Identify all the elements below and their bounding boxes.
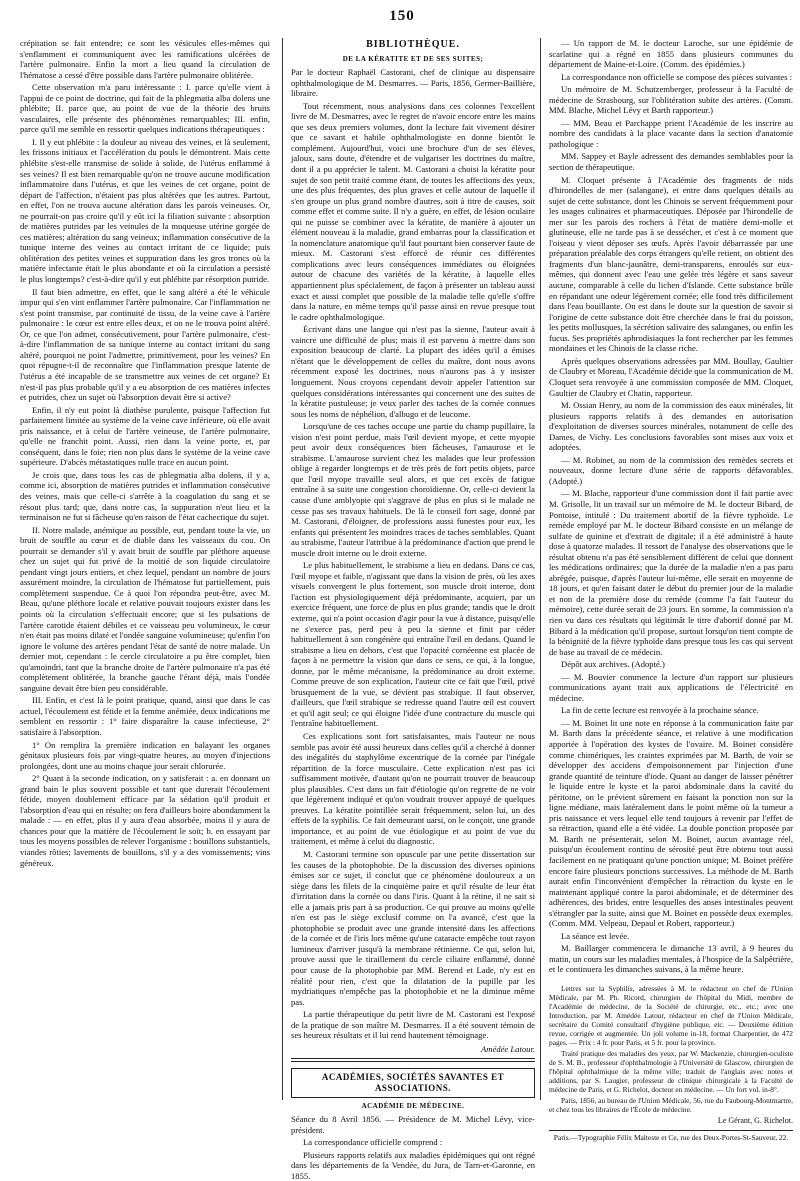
paragraph: Il faut bien admettre, en effet, que le sang altéré a été le véhicule impur qui s'en vint enflammer l'artère pulmonaire. Car l'inflammation ne s'est point transmise, par continuité de tissu, de la veine cave à l'artère pulmonaire : le cœur est entre elles deux, et on ne le trouva point altéré. Or, ce que l'on admet, consécutivement, pour l'artère pulmonaire, c'est-à-dire l'inflammation de sa tunique interne au contact irritant du sang altéré, pourquoi ne point l'admettre, primitivement, pour les veines? En quoi répugne-t-il de reconnaître que l'inflammation presque latente de l'utérus a été incapable de se transmettre aux veines de cet organe? Et n'est-il pas plus probable qu'il y a eu absorption de ces matières infectes et putrides, chez un sujet où l'absorption devait être si active? (20, 286, 270, 403)
paragraph: crépitation se fait entendre; ce sont les vésicules elles-mêmes qui s'enflamment et communiquent avec les ramifications ulcérées de l'artère pulmonaire. Enfin la mort a lieu quand la circulation de l'hématose a cessé d'être possible dans l'artère pulmonaire oblitérée. (20, 38, 270, 80)
correspondence-heading: La correspondance officielle comprend : (303, 1137, 443, 1148)
paragraph: I. Il y eut phlébite : la douleur au niveau des veines, et là seulement, les frissons initiaux et l'accélération du pouls le démontrent. Mais cette phlébite s'est-elle transmise de solide à solide, de l'utérus enflammé à ses veines? Il est bien remarquable qu'on ne trouve aucune modification inflammatoire dans l'utérus, et que les veines de cet organe, point de départ de l'affection, n'étaient pas plus altérées que les autres. Partout, en effet, l'on ne trouva aucune altération dans les parois veineuses. Or, ne pourrait-on pas croire qu'il y eût ici la filiation suivante : absorption de matières putrides par les veinules de la muqueuse utérine gorgée de ces matières; altération du sang veineux; inflammation consécutive de la tunique interne des veines au contact irritant de ce liquide; puis oblitération des petites veines et suppuration dans les gros troncs où la matière infectante était le plus abondante et où la circulation a persisté le plus longtemps? c'est-à-dire qu'il y eut phlébite par résorption putride. (20, 136, 270, 285)
book-notice: Lettres sur la Syphilis, adressées à M. le rédacteur en chef de l'Union Médicale, par M. Ph. Ricord, chirurgien de l'hôpital du Midi, membre de l'Académie de médecine, de la Société de chirurgie, etc., etc.; avec une Introduction, par M. Amédée Latour, rédacteur en chef de l'Union Médicale, secrétaire du Comité consultatif d'hygiène publique, etc. — Deuxième édition revue, corrigée et augmentée. Un joli volume in-18, format Charpentier, de 472 pages. — Prix : 4 fr. pour Paris, et 5 fr. pour la province. (549, 984, 793, 1048)
paragraph: Lorsqu'une de ces taches occupe une partie du champ pupillaire, la vision n'est point perdue, mais l'œil devient myope, et cette myopie peut avoir deux conséquences bien fâcheuses, l'amaurose et le strabisme. L'amaurose survient chez les malades que leur profession oblige à regarder longtemps et de très près de fort petits objets, parce que l'œil myope travaille seul alors, et que cet excès de fatigue entraîne à sa suite une congestion choroïdienne. Or, celle-ci devient la cause d'une amblyopie qui s'aggrave de plus en plus si le malade ne cesse pas ses travaux habituels. De là le conseil fort sage, donné par M. Castorani, d'éloigner, de professions aussi funestes pour eux, les enfants qui présentent les moindres traces de taches semblables. Quant au strabisme, l'auteur l'attribue à la prédominance d'action que prend le muscle droit interne ou le droit externe. (291, 421, 535, 558)
paragraph: II. Notre malade, anémique au possible, eut, pendant toute la vie, un bruit de souffle au cœur et de diable dans les vaisseaux du cou. On pourrait se demander s'il y avait bruit de souffle par pléthore aqueuse chez un sujet qui fut privé de la moitié de son liquide circulatoire pendant vingt jours entiers, et chez lequel, pendant un nombre de jours assurément moindre, la circulation de l'hématose fut partiellement, puis complètement suspendue. Ce à quoi l'on répondra peut-être, avec M. Beau, qu'une pléthore locale et relative pouvait toujours exister dans les points où la circulation s'effectuait encore; que si les pulsations de l'artère carotide étaient débiles et ce vaisseau peu volumineux, le cœur n'en était pas moins dilaté et l'ondée sanguine volumineuse; qu'enfin l'on ignore le volume des artères pendant l'état de santé de notre malade. Un dernier mot, cependant : le cercle circulatoire a pu être complet, bien qu'amoindri, tant que la branche droite de l'artère pulmonaire n'a pas été complètement oblitérée, la branche gauche l'étant déjà, mais l'ondée sanguine devait être bien peu considérable. (20, 524, 270, 693)
paragraph: — M. Bouvier commence la lecture d'un rapport sur plusieurs communications ayant trait aux applications de l'électricité en médecine. (549, 671, 793, 703)
paragraph: Cette observation m'a paru intéressante : I. parce qu'elle vient à l'appui de ce point de doctrine, qui fait de la phlegmatia alba dolens une phlébite; II. parce que, au point de vue de la théorie des bruits vasculaires, elle présente des phénomènes remarquables; III. enfin, parce qu'il me semble en ressortir quelques indications thérapeutiques : (20, 82, 270, 135)
paragraph: 1° On remplira la première indication en balayant les organes génitaux plusieurs fois par vingt-quatre heures, au moyen d'injections prolongées, dont une au moins chaque jour serait chlorurée. (20, 739, 270, 771)
separator-rule (641, 979, 701, 980)
paragraph: Dépôt aux archives. (Adopté.) (561, 659, 665, 670)
column-middle (282, 38, 535, 1181)
paragraph: Un mémoire de M. Schutzemberger, professeur à la Faculté de médecine de Strasbourg, sur l'oblitération subite des artères. (Comm. MM. Blache, Michel Lévy et Barth rapporteur.) (549, 84, 793, 116)
paragraph: Ces explications sont fort satisfaisantes, mais l'auteur ne nous semble pas avoir été aussi heureux dans celles qu'il a cherché à donner des inégalités du staphylôme excentrique de la cornée par l'inégale répartition de la force musculaire. Cette explication n'est pas ici suffisamment motivée, d'autant qu'on ne pourrait trouver de beaucoup plus plausibles. C'est dans un fait d'étiologie qu'on regrette de ne voir que légèrement indiqué et qu'on voudrait trouver appuyé de quelques preuves. La kératite pointillée serait fréquemment, selon lui, un des effets de la syphilis. Ce fait demeurant uarsi, on le conçoit, une grande importance, et au point de vue étiologique et au point de vue du traitement, et même à celui du diagnostic. (291, 731, 535, 847)
paragraph: Tout récemment, nous analysions dans ces colonnes l'excellent livre de M. Desmarres, avec le regret de n'avoir encore entre les mains que ses deux premiers volumes, dont la lecture fait vivement désirer que ce savant et habile ophthalmologiste en donne bientôt le complément. Aujourd'hui, voici une brochure d'un de ses élèves, jaloux, sans doute, d'étendre et de vulgariser les doctrines du maître, dont il a pu apprécier le talent. M. Castorani a choisi la kératite pour sujet de son petit traité comme étant, de toutes les affections des yeux, une des plus fréquentes, des plus graves et celle autour de laquelle il s'en groupe un plus grand nombre d'autres, soit à titre de causes, soit comme effet et comme suite. Il n'y a guère, en effet, de lésion oculaire qui ne puisse se combiner avec la kératite, de manière à ajouter un élément nouveau à la maladie, grand embarras pour la classification et la nomenclature anatomique qu'il faut pourtant bien conserver faute de mieux. M. Castorani s'est efforcé de réunir ces différentes complications avec leurs conséquences immédiates ou éloignées autour de chacune des variétés de la kératite, à laquelle elles appartiennent plus spécialement, de façon à présenter un tableau aussi exact et aussi complet que possible de la maladie telle qu'elle s'offre dans la nature, en même temps qu'il passe ainsi en revue presque tout le cadre ophthalmologique. (291, 100, 535, 322)
paragraph: Plusieurs rapports relatifs aux maladies épidémiques qui ont régné dans les départements de la Vendée, du Jura, de Tarn-et-Garonne, en 1855. (291, 1149, 535, 1181)
paragraph: Je crois que, dans tous les cas de phlegmatia alba dolens, il y a, comme ici, absorption de matières putrides et inflammation consécutive des veines, mais que celle-ci s'arrête à la coagulation du sang et se résout plus tard; que, dans notre cas, la suppuration n'eut lieu et la terminaison ne fut si fâcheuse qu'en raison de l'état cachectique du sujet. (20, 469, 270, 523)
paragraph: M. Baillarger commencera le dimanche 13 avril, à 9 heures du matin, un cours sur les maladies mentales, à l'hospice de la Salpêtrière, et le continuera les dimanches suivans, à la même heure. (549, 943, 793, 975)
paragraph: — M. Boinet lit une note en réponse à la communication faite par M. Barth dans la précédente séance, et relative à une modification apportée à l'opération des kystes de l'ovaire. M. Boinet considère comme chimériques, les craintes exprimées par M. Barth, de voir se développer des accidens d'empoisonnement par l'injection d'une grande quantité de teinture d'iode. Quant au danger de laisser pénétrer le liquide entre le kyste et la paroi abdominale dans la cavité du péritoine, on le prévient sûrement en faisant la ponction non sur la ligne médiane, mais latéralement dans le point même où la tumeur a pris naissance et vers lequel elle tend toujours à revenir par l'effet de sa rétraction, quand elle a été vidée. La double ponction proposée par M. Barth ne présenterait, selon M. Boinet, aucun avantage réel, puisqu'un écoulement continu de sérosité peut être obtenu tout aussi facilement en ne pratiquant qu'une ponction unique; M. Boinet préfère encore faire plusieurs ponctions successives. La méthode de M. Barth aurait enfin l'inconvénient d'empêcher la rétraction du kyste en le maintenant appliqué contre la paroi abdominale, et de déterminer des adhérences, des brides, entre lesquelles des anses intestinales peuvent s'étrangler par la suite, ainsi que M. Boinet en possède deux exemples. (Comm. MM. Velpeau, Depaul et Robert, rapporteur.) (549, 717, 793, 929)
paragraph: Enfin, il n'y eut point là diathèse purulente, puisque l'affection fut parfaitement limitée au système de la veine cave inférieure, où elle avait pris naissance, et à celui de l'artère veineuse, de l'artère pulmonaire, qu'elle ne franchit point. Aussi, rien dans la veine porte, et, par conséquent, dans le foie; rien non plus dans le système de la veine cave supérieure. D'abcès métastatiques nulle trace en aucun point. (20, 404, 270, 468)
paragraph: — M. Blache, rapporteur d'une commission dont il fait partie avec M. Grisolle, lit un travail sur un mémoire de M. le docteur Bibard, de Pontoise, intitulé : Du traitement abortif de la fièvre typhoïde. Le remède employé par M. le docteur Bibard consiste en un mélange de sulfate de quinine et d'extrait de digitale; il a été administré à haute dose à quatorze malades. Il ressort de l'analyse des observations que le résultat obtenu n'a pas été sensiblement différent de celui que donnent les médications ordinaires; que la durée de la maladie n'en a pas paru abrégée, puisque, d'après l'auteur lui-même, elle serait en moyenne de 18 jours, et qu'en faisant dater le début du premier jour de la maladie et non de la première dose du remède (comme l'a fait l'auteur du mémoire), cette durée serait de 23 jours. En somme, la commission n'a rien vu dans ces résultats qui légitimât le titre d'abortif donné par M. Bibard à la médication qu'il propose, surtout lorsqu'on tient compte de la bénignité de la fièvre typhoïde dans presque tous les cas qui servent de base au travail de ce médecin. (549, 488, 793, 657)
paragraph: MM. Sappey et Bayle adressent des demandes semblables pour la section de thérapeutique. (549, 151, 793, 173)
section-title-bibliotheque: BIBLIOTHÈQUE. (366, 39, 460, 50)
paragraph: — Un rapport de M. le docteur Laroche, sur une épidémie de scarlatine qui a régné en 1855 dans plusieurs communes du département de Maine-et-Loire. (Comm. des épidémies.) (549, 38, 793, 70)
section-title-academies: ACADÉMIES, SOCIÉTÉS SAVANTES ET ASSOCIATIONS. (291, 1068, 535, 1097)
session-line: Séance du 8 Avril 1856. — Présidence de M. Michel Lévy, vice-président. (291, 1114, 535, 1135)
paragraph: M. Cloquet présente à l'Académie des fragments de nids d'hirondelles de mer (salangane), et entre dans quelques détails au sujet de cette substance, dont les Chinois se servent fréquemment pour les usages culinaires et pharmaceutiques. Déposée par l'hirondelle de mer sur les parois des rochers à l'état de matière demi-molle et glutineuse, elle ne tarde pas à se dessécher, et c'est à ce moment que l'oiseau y vient déposer ses œufs. Après l'avoir débarrassée par une préparation préalable des corps étrangers qu'elle retient, on obtient des fragments d'un blanc-jaunâtre, demi-transparens, enroulés sur eux-mêmes, qui donnent avec l'eau une gelée très légère et sans saveur aucune, comparable à celle du lichen d'Islande. Cette substance brûle en répandant une odeur légèrement cornée; elle fond très difficilement dans l'eau bouillante. On est dans le doute sur la question de savoir si l'origine de cette substance doit être cherchée dans le frai du poisson, les petits mollusques, la sécrétion salivaire des salanganes, ou enfin les fucus. Ses propriétés aphrodisiaques la font rechercher par les femmes mondaines et les Chinois de la classe riche. (549, 174, 793, 354)
double-rule (291, 1058, 535, 1062)
review-intro: Par le docteur Raphaël Castorani, chef de clinique au dispensaire ophthalmologique de M. Desmarres. — Paris, 1856, Germer-Baillière, libraire. (291, 67, 535, 99)
book-notice: Traité pratique des maladies des yeux, par W. Mackenzie, chirurgien-oculiste de S. M. B., professeur d'ophthalmologie à l'Université de Glascow, chirurgien de l'hôpital ophthalmique de la même ville; traduit de l'anglais avec notes et additions, par S. Laugier, professeur de clinique chirurgicale à la Faculté de médecine de Paris, et G. Richelot, docteur en médecine. — Un fort vol. in-8°. (549, 1049, 793, 1095)
author-signature: Amédée Latour. (481, 1043, 535, 1054)
paragraph: Le plus habituellement, le strabisme a lieu en dedans. Dans ce cas, l'œil myope et faible, n'agissant que dans la vision de près, où les axes visuels convergent le plus fortement, son muscle droit interne, dont l'action est physiologiquement déjà prédominante, acquiert, par un exercice fréquent, une force de plus en plus grande; tandis que le droit externe, qui n'a point occasion d'agir pour la vue à distance, puisqu'elle ne s'exerce pas, perd peu à peu la sienne et finit par céder habituellement à son congénère qui entraîne l'œil en dedans. Quand le strabisme a lieu en dehors, c'est que l'opacité cornéenne est placée de façon à ne permettre la vision que dans ce sens, ce qui, à la longue, donne, par le même mécanisme, la prédominance au droit externe. Comme preuve de son explication, l'auteur cite ce fait que l'œil, privé brusquement de la vue, se dévient pas strabique. Il faut observer, d'ailleurs, que l'œil strabique se redresse quand l'autre œil est couvert et qu'il agit seul; ce qui éloigne l'idée d'une contracture du muscle qui l'entraîne habituellement. (291, 560, 535, 729)
paragraph: La partie thérapeutique du petit livre de M. Castorani est l'exposé de la pratique de son maître M. Desmarres. Il a été souvent témoin de ses heureux résultats et il lui rend hautement témoignage. (291, 1009, 535, 1041)
paragraph: — M. Robinet, au nom de la commission des remèdes secrets et nouveaux, donne lecture d'une série de rapports défavorables. (Adopté.) (549, 454, 793, 486)
manager-signature: Le Gérant, G. Richelot. (717, 1116, 793, 1126)
column-left (20, 38, 270, 1100)
paragraph: 2° Quant à la seconde indication, on y satisferait : a. en donnant un grand bain le plus souvent possible et tant que durerait l'écoulement fétide, moyen doublement efficace par la sédation qu'il produit et l'absorption d'eau qui en résulte; on fera d'ailleurs boire abondamment la malade : — en effet, plus il y aura d'eau absorbée, moins il y aura de chances pour que la matière de l'écoulement le soit; b. en essayant par tous les moyens possibles de relever l'organisme : bouillons substantiels, viandes rôties; lavements de bouillons, s'il y a des vomissements; vins généreux. (20, 773, 270, 868)
printer-imprint: Paris.—Typographie Félix Malteste et Ce, rue des Deux-Portes-St-Sauveur, 22. (549, 1130, 793, 1144)
paragraph: La correspondance non officielle se compose des pièces suivantes : (561, 71, 793, 82)
book-notice: Paris, 1856, au bureau de l'Union Médicale, 56, rue du Faubourg-Montmartre, et chez tous les libraires de l'École de médecine. (549, 1096, 793, 1115)
academy-heading: ACADÉMIE DE MÉDECINE. (361, 1101, 465, 1110)
paragraph: Après quelques observations adressées par MM. Boullay, Gaultier de Claubry et Moreau, l'Académie décide que la communication de M. Cloquet sera renvoyée à une commission composée de MM. Cloquet, Gaultier de Claubry et Chatin, rapporteur. (549, 355, 793, 398)
review-title: DE LA KÉRATITE ET DE SES SUITES; (342, 54, 484, 63)
paragraph: La séance est levée. (561, 930, 630, 941)
paragraph: La fin de cette lecture est renvoyée à la prochaine séance. (561, 705, 759, 716)
paragraph: — MM. Beau et Parchappe prient l'Académie de les inscrire au nombre des candidats à la place vacante dans la section d'anatomie pathologique : (549, 117, 793, 149)
paragraph: III. Enfin, et c'est là le point pratique, quand, ainsi que dans le cas actuel, l'écoulement est fétide et la femme anémiée, deux indications me semblent en ressortir : 1° faire disparaître la cause infectieuse, 2° satisfaire à l'absorption. (20, 695, 270, 737)
paragraph: M. Castorani termine son opuscule par une petite dissertation sur les causes de la photophobie. De la discussion des diverses opinions émises sur ce sujet, il conclut que ce phénomène douloureux a un siège dans les filets de la cinquième paire et qu'il résulte de leur état d'irritation dans la cornée ou dans l'iris. Quant à la rétine, il ne sait si elle a jamais pris part à sa production. Ce qui prouve au moins qu'elle n'en est pas le siège exclusif comme on l'a avancé, c'est que la photophobie se produit avec une grande intensité dans les affections de la cornée et de l'iris lors même qu'une cataracte empêche tout rayon lumineux d'arriver jusqu'à la membrane rétinienne. Ce qui, selon lui, prouve aussi que le tiraillement du cercle ciliaire enflammé, donné pour cause de la photophobie par MM. Berend et Lade, n'y est en réalité pour rien, c'est que la dilatation de la pupille par les mydriatiques n'empêche pas la photophobie et ne la diminue même pas. (291, 849, 535, 1007)
paragraph: M. Ossian Henry, au nom de la commission des eaux minérales, lit plusieurs rapports relatifs à des demandes en autorisation d'exploitation de diverses sources minérales, notamment de celle des Dames, de Vichy. Les conclusions favorables sont mises aux voix et adoptées. (549, 400, 793, 453)
column-right (540, 38, 793, 1142)
paragraph: Écrivant dans une langue qui n'est pas la sienne, l'auteur avait à vaincre une difficulté de plus; mais il est parvenu à mettre dans son exposition beaucoup de clarté. La plupart des idées qu'il a émises n'étant que le développement de celles du maître, dont nous avons récemment exposé les doctrines, nous n'aurons pas à y insister longuement. Nous croyons cependant devoir appeler l'attention sur quelques considérations intéressantes qui concernent une des suites de la kératite pustuleuse; je veux parler des taches de la cornée connues sous les noms de néphélion, d'albugo et de leucome. (291, 324, 535, 419)
newspaper-page (20, 8, 793, 1181)
page-number: 150 (389, 8, 415, 24)
